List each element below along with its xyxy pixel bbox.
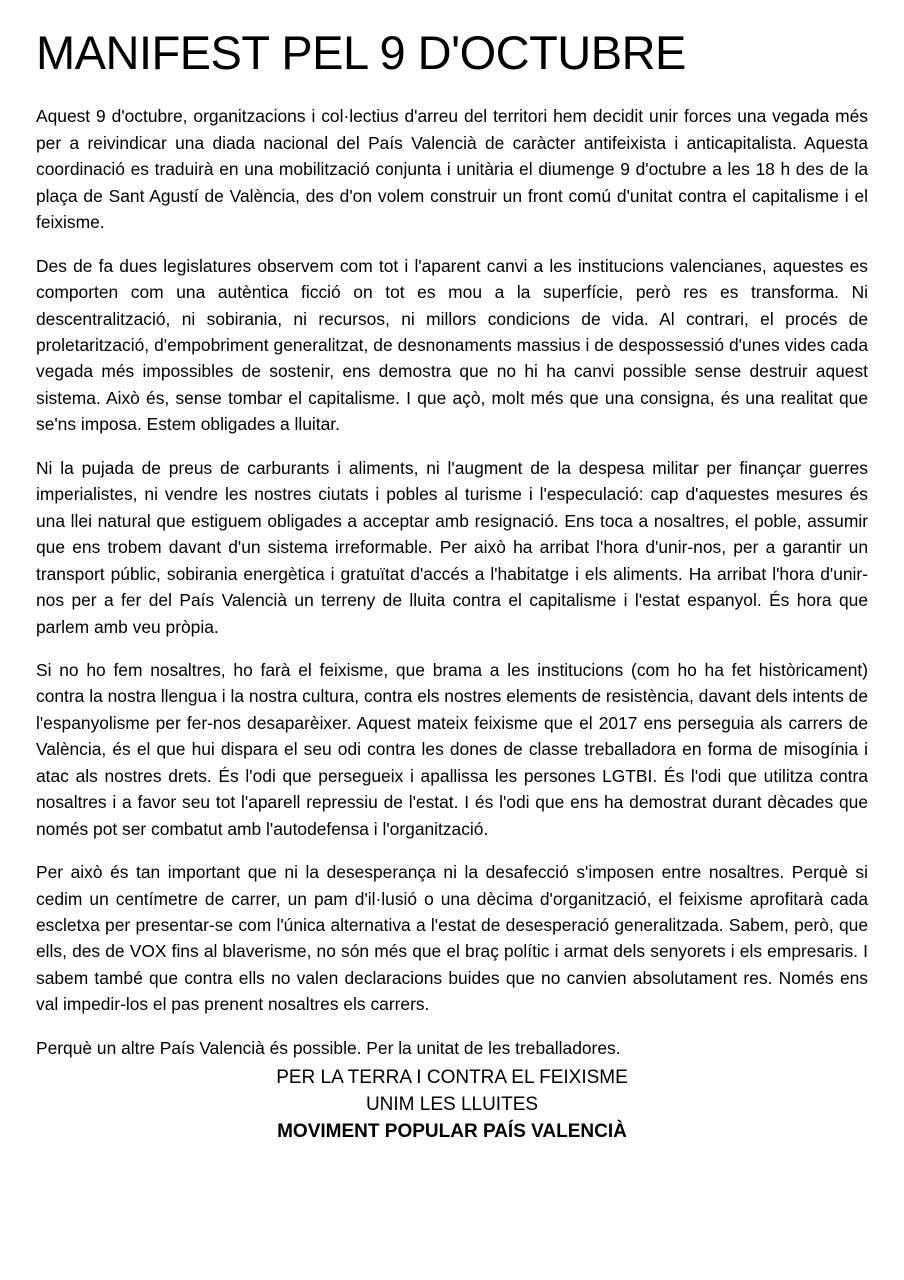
signature: MOVIMENT POPULAR PAÍS VALENCIÀ — [277, 1121, 627, 1143]
closing-paragraph: Perquè un altre País Valencià és possible. Per la unitat de les treballadores. — [36, 1037, 621, 1058]
paragraph-2: Des de fa dues legislatures observem com tot i l'aparent canvi a les institucions valencianes, aquestes es comporten com una autèntica ficció on tot es mou a la superfície, però res es transforma. Ni descentralització, ni sobirania, ni recursos, ni millors condicions de vida. Al contrari, el procés de proletarització, d'empobriment generalitzat, de desnonaments massius i de despossessió d'unes vides cada vegada més impossibles de sostenir, ens demostra que no hi ha canvi possible sense destruir aquest sistema. Això és, sense tombar el capitalisme. I que açò, molt més que una consigna, és una realitat que se'ns imposa. Estem obligades a lluitar. — [36, 255, 868, 435]
slogan-2: UNIM LES LLUITES — [365, 1094, 539, 1116]
paragraph-1: Aquest 9 d'octubre, organitzacions i col·lectius d'arreu del territori hem decidit unir forces una vegada més per a reivindicar una diada nacional del País Valencià de caràcter antifeixista i anticapitalista. Aquesta coordinació es traduirà en una mobilització conjunta i unitària el diumenge 9 d'octubre a les 18 h des de la plaça de Sant Agustí de València, des d'on volem construir un front comú d'unitat contra el capitalisme i el feixisme. — [36, 106, 868, 233]
paragraph-3: Ni la pujada de preus de carburants i aliments, ni l'augment de la despesa militar per finançar guerres imperialistes, ni vendre les nostres ciutats i pobles al turisme i l'especulació: cap d'aquestes mesures és una llei natural que estiguem obligades a acceptar amb resignació. Ens toca a nosaltres, el poble, assumir que ens trobem davant d'un sistema irreformable. Per això ha arribat l'hora d'unir-nos, per a garantir un transport públic, sobirania energètica i gratuïtat d'accés a l'habitatge i els aliments. Ha arribat l'hora d'unir-nos per a fer del País Valencià un terreny de lluita contra el capitalisme i l'estat espanyol. És hora que parlem amb veu pròpia. — [36, 457, 868, 637]
page-title: MANIFEST PEL 9 D'OCTUBRE — [36, 26, 686, 79]
paragraph-5: Per això és tan important que ni la desesperança ni la desafecció s'imposen entre nosaltres. Perquè si cedim un centímetre de carrer, un pam d'il·lusió o una dècima d'organització, el feixisme aprofitarà cada escletxa per presentar-se com l'única alternativa a l'estat de desesperació generalitzada. Sabem, però, que ells, des de VOX fins al blaverisme, no són més que el braç polític i armat dels senyorets i els empresaris. I sabem també que contra ells no valen declaracions buides que no canvien absolutament res. Només ens val impedir-los el pas prenent nosaltres els carrers. — [36, 862, 868, 1015]
slogan-1: PER LA TERRA I CONTRA EL FEIXISME — [276, 1067, 628, 1089]
paragraph-4: Si no ho fem nosaltres, ho farà el feixisme, que brama a les institucions (com ho ha fet històricament) contra la nostra llengua i la nostra cultura, contra els nostres elements de resistència, davant dels intents de l'espanyolisme per fer-nos desaparèixer. Aquest mateix feixisme que el 2017 ens perseguia als carrers de València, és el que hui dispara el seu odi contra les dones de classe treballadora en forma de misogínia i atac als nostres drets. És l'odi que persegueix i apallissa les persones LGTBI. És l'odi que utilitza contra nosaltres i a favor seu tot l'aparell repressiu de l'estat. I és l'odi que ens ha demostrat durant dècades que només pot ser combatut amb l'autodefensa i l'organització. — [36, 659, 868, 839]
closing-block — [36, 1065, 868, 1146]
